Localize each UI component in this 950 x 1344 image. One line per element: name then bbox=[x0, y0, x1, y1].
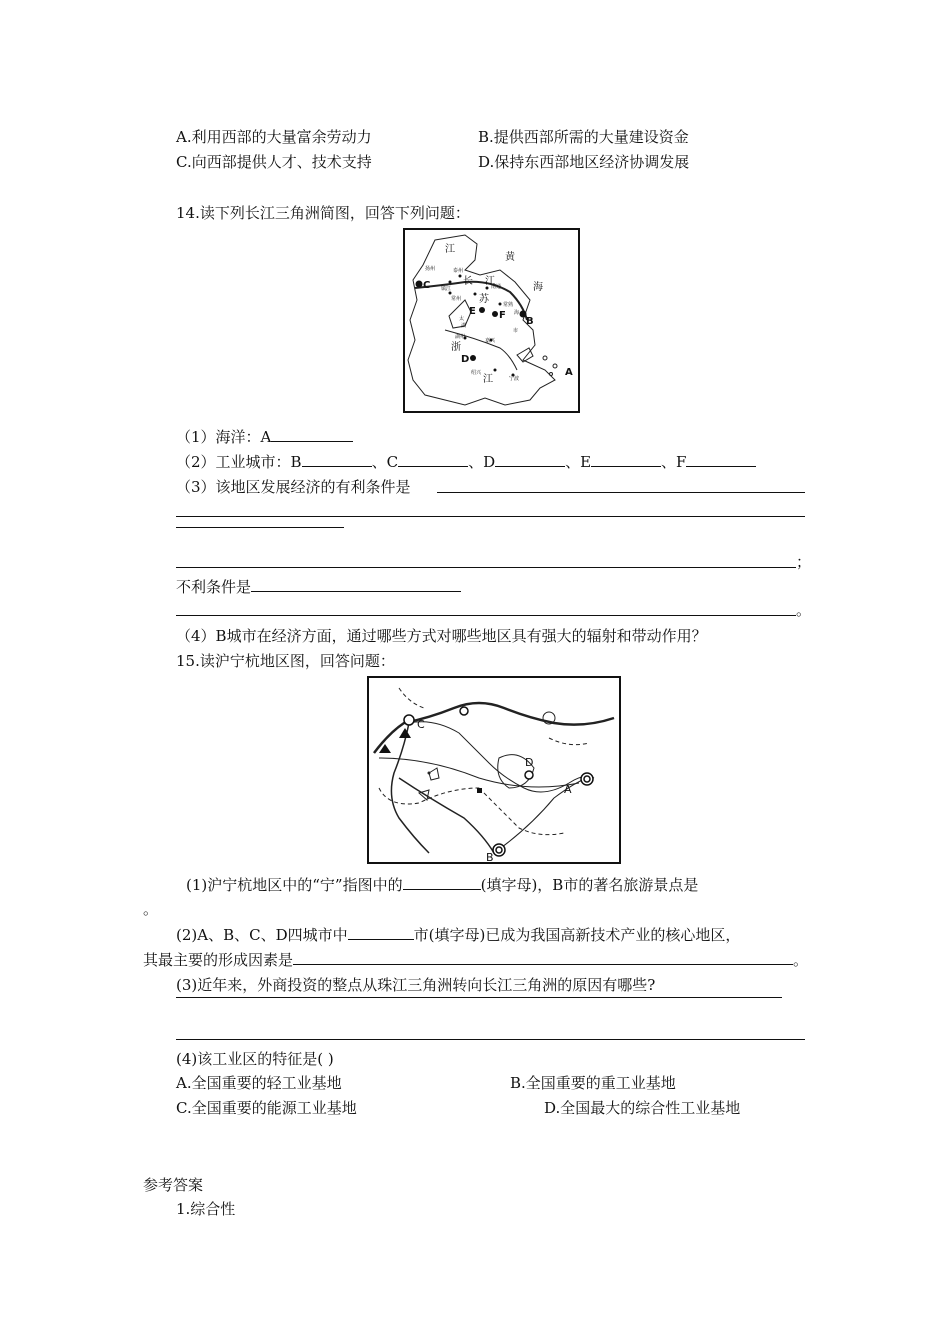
q14-stem: 14.读下列长江三角洲简图，回答下列问题： bbox=[176, 204, 470, 222]
q14-part2-c: 、C bbox=[371, 453, 399, 471]
q14-part3-unfavorable-label: 不利条件是 bbox=[176, 578, 252, 596]
svg-text:南通: 南通 bbox=[491, 284, 502, 290]
answer-line[interactable] bbox=[176, 1039, 805, 1040]
answer-blank[interactable] bbox=[293, 950, 793, 965]
city-d-marker bbox=[525, 771, 533, 779]
svg-text:湖州: 湖州 bbox=[455, 334, 466, 340]
q14-part3-end: 。 bbox=[796, 601, 812, 619]
q15-option-b: B.全国重要的重工业基地 bbox=[510, 1074, 676, 1092]
yangtze-delta-map-drawing bbox=[405, 230, 578, 411]
q15-part3: (3)近年来，外商投资的整点从珠江三角洲转向长江三角洲的原因有哪些? bbox=[176, 976, 656, 994]
q14-part3-unfavorable bbox=[176, 577, 461, 597]
city-d-dot bbox=[470, 355, 476, 361]
svg-text:嘉兴: 嘉兴 bbox=[485, 338, 496, 344]
answer-line[interactable] bbox=[176, 567, 796, 568]
svg-text:泰州: 泰州 bbox=[453, 268, 464, 274]
map15-letter-a: A bbox=[564, 783, 572, 796]
map-label-zhe: 浙 bbox=[451, 342, 461, 353]
answer-blank[interactable] bbox=[348, 925, 414, 940]
q13-option-c: C.向西部提供人才、技术支持 bbox=[176, 153, 372, 171]
svg-text:扬州: 扬州 bbox=[425, 266, 436, 272]
answer-1: 1.综合性 bbox=[176, 1200, 236, 1218]
svg-text:常熟: 常熟 bbox=[503, 302, 514, 308]
map-letter-c: C bbox=[423, 280, 431, 291]
map-label-hai: 海 bbox=[533, 282, 543, 293]
map15-letter-b: B bbox=[486, 851, 494, 862]
map-letter-e: E bbox=[469, 306, 476, 317]
svg-text:海: 海 bbox=[514, 310, 520, 316]
map-label-su: 苏 bbox=[479, 294, 489, 305]
answer-line[interactable] bbox=[176, 527, 344, 528]
map-letter-b: B bbox=[526, 316, 534, 327]
q15-part1-end: 。 bbox=[143, 900, 159, 918]
map-label-jiang3: 江 bbox=[483, 374, 493, 385]
q13-option-a: A.利用西部的大量富余劳动力 bbox=[176, 128, 372, 146]
q14-part3-label: （3）该地区发展经济的有利条件是 bbox=[176, 478, 411, 496]
map-label-jiang: 江 bbox=[445, 244, 455, 255]
answer-line[interactable] bbox=[437, 492, 805, 493]
town-marker bbox=[477, 788, 482, 793]
q14-part3-semicolon: ； bbox=[796, 553, 812, 571]
map-label-huang: 黄 bbox=[505, 252, 515, 263]
svg-text:湖: 湖 bbox=[461, 323, 467, 329]
answer-blank[interactable] bbox=[398, 452, 468, 467]
q14-part2 bbox=[176, 452, 756, 472]
q15-part2 bbox=[176, 925, 740, 945]
q15-part2-end: 。 bbox=[793, 951, 809, 969]
q15-part2-text-a: (2)A、B、C、D四城市中 bbox=[176, 926, 348, 944]
q14-part1 bbox=[176, 427, 353, 447]
city-e-dot bbox=[479, 307, 485, 313]
q14-part2-f: 、F bbox=[661, 453, 687, 471]
answer-line[interactable] bbox=[176, 615, 796, 616]
answer-blank[interactable] bbox=[271, 427, 353, 442]
answer-blank[interactable] bbox=[403, 875, 481, 890]
map-label-jiang2: 江 bbox=[485, 276, 495, 287]
map-letter-a: A bbox=[565, 367, 573, 378]
q14-part2-d: 、D bbox=[468, 453, 496, 471]
svg-text:市: 市 bbox=[513, 328, 519, 334]
svg-text:宁波: 宁波 bbox=[509, 376, 520, 382]
answer-line[interactable] bbox=[176, 997, 782, 998]
map-letter-f: F bbox=[499, 310, 506, 321]
q15-part2-text-c: 其最主要的形成因素是 bbox=[143, 951, 294, 969]
svg-text:太: 太 bbox=[459, 316, 465, 322]
svg-text:常州: 常州 bbox=[451, 296, 462, 302]
q15-part1-text-a: (1)沪宁杭地区中的“宁”指图中的 bbox=[186, 876, 403, 894]
svg-text:绍兴: 绍兴 bbox=[471, 370, 482, 376]
answer-line[interactable] bbox=[176, 516, 805, 517]
q14-part2-e: 、E bbox=[565, 453, 592, 471]
answer-blank[interactable] bbox=[591, 452, 661, 467]
q15-option-d: D.全国最大的综合性工业基地 bbox=[544, 1099, 741, 1117]
answer-blank[interactable] bbox=[686, 452, 756, 467]
city-f-dot bbox=[492, 311, 498, 317]
answers-title: 参考答案 bbox=[143, 1176, 204, 1194]
yangtze-delta-map bbox=[403, 228, 580, 413]
answer-blank[interactable] bbox=[495, 452, 565, 467]
q14-part1-label: （1）海洋：A bbox=[176, 428, 272, 446]
q13-option-d: D.保持东西部地区经济协调发展 bbox=[478, 153, 690, 171]
city-c-marker bbox=[404, 715, 414, 725]
q14-part4: （4）B城市在经济方面，通过哪些方式对哪些地区具有强大的辐射和带动作用？ bbox=[176, 627, 707, 645]
svg-text:镇江: 镇江 bbox=[441, 286, 452, 292]
q15-stem: 15.读沪宁杭地区图，回答问题： bbox=[176, 652, 395, 670]
mountain-icon bbox=[399, 728, 411, 738]
hu-ning-hang-map-drawing bbox=[369, 678, 619, 862]
answer-blank[interactable] bbox=[302, 452, 372, 467]
map-label-chang: 长 bbox=[463, 276, 473, 287]
hu-ning-hang-map bbox=[367, 676, 621, 864]
q14-part2-label: （2）工业城市：B bbox=[176, 453, 302, 471]
q15-part1-text-b: (填字母)，B市的著名旅游景点是 bbox=[480, 876, 699, 894]
q13-option-b: B.提供西部所需的大量建设资金 bbox=[478, 128, 689, 146]
q15-part1 bbox=[186, 875, 698, 895]
map15-letter-c: C bbox=[417, 718, 425, 731]
map-letter-d: D bbox=[461, 354, 470, 365]
q15-part4: (4)该工业区的特征是( ) bbox=[176, 1050, 334, 1068]
city-c-dot bbox=[416, 281, 423, 288]
answer-blank[interactable] bbox=[251, 577, 461, 592]
q15-part2-cont bbox=[143, 950, 808, 970]
map15-letter-d: D bbox=[525, 756, 534, 769]
q15-part2-text-b: 市(填字母)已成为我国高新技术产业的核心地区， bbox=[413, 926, 741, 944]
q15-option-c: C.全国重要的能源工业基地 bbox=[176, 1099, 357, 1117]
q15-option-a: A.全国重要的轻工业基地 bbox=[176, 1074, 342, 1092]
